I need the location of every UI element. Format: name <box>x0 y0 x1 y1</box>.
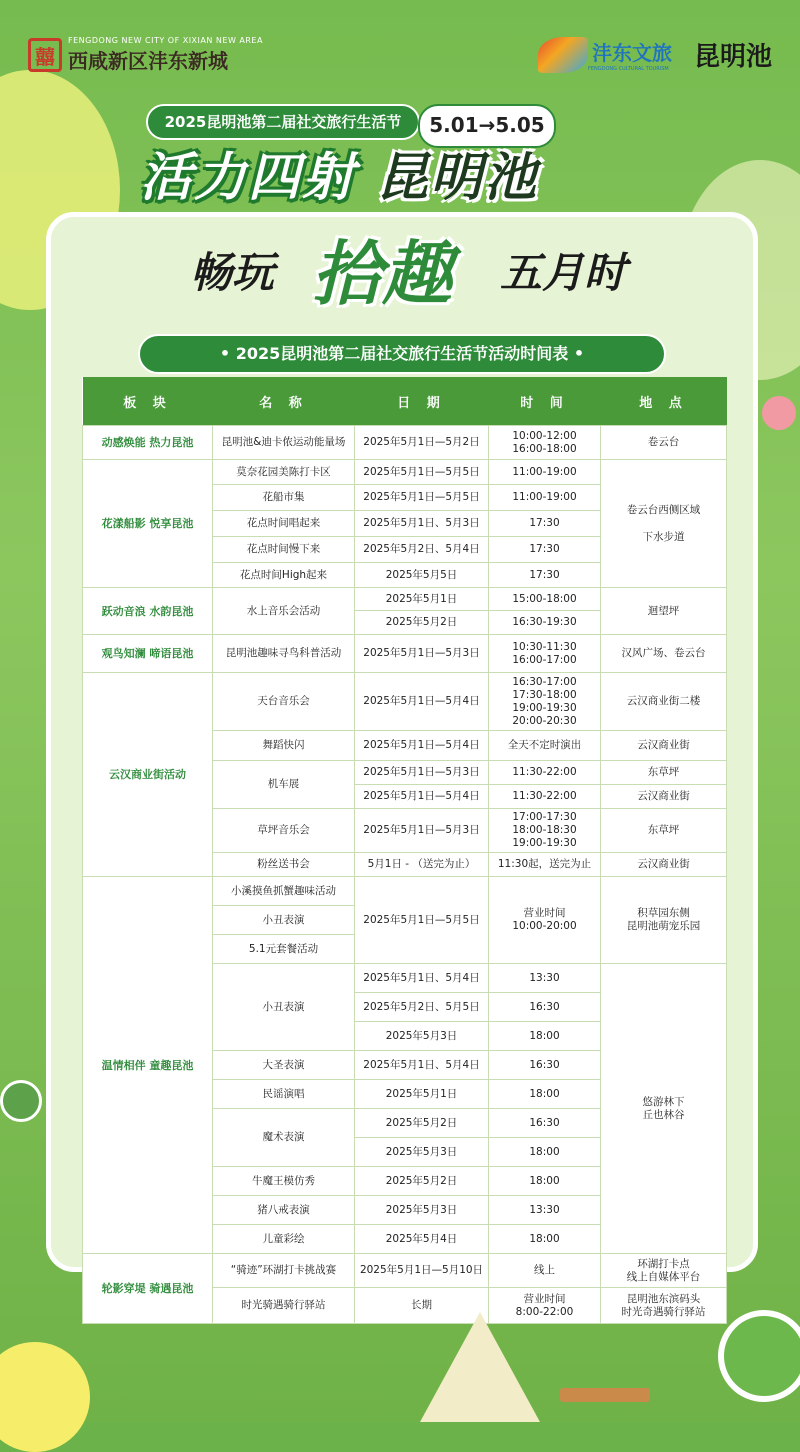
time-cell <box>489 877 601 964</box>
place-line: 卷云台西侧区域 <box>626 503 701 516</box>
time-cell: 17:30 <box>489 511 601 537</box>
time-cell: 15:00-18:00 <box>489 588 601 611</box>
date-cell: 2025年5月2日 <box>355 611 489 635</box>
seal-icon: 囍 <box>28 38 62 72</box>
place-cell <box>601 877 727 964</box>
place-cell <box>601 964 727 1254</box>
time-line: 17:30-18:00 <box>512 688 577 701</box>
col-date: 日 期 <box>355 377 489 426</box>
time-line: 18:00-18:30 <box>512 824 577 836</box>
time-cell: 18:00 <box>489 1080 601 1109</box>
place-cell: 云汉商业街 <box>601 853 727 877</box>
fengdong-swoosh-icon <box>538 37 588 73</box>
date-cell: 2025年5月2日、5月5日 <box>355 993 489 1022</box>
time-cell: 17:30 <box>489 537 601 563</box>
section-cell: 花漾船影 悦享昆池 <box>83 460 213 588</box>
time-cell: 全天不定时演出 <box>489 731 601 761</box>
time-cell <box>489 809 601 853</box>
time-cell: 11:30起，送完为止 <box>489 853 601 877</box>
time-cell: 16:30 <box>489 1109 601 1138</box>
date-cell: 2025年5月3日 <box>355 1196 489 1225</box>
brand-sub: FENGDONG CULTURAL TOURISM <box>587 66 669 72</box>
col-time: 时 间 <box>489 377 601 426</box>
title2-b: 拾趣 <box>312 233 452 315</box>
time-line: 营业时间 <box>523 1292 566 1305</box>
date-pill: 5.01→5.05 <box>418 104 556 148</box>
date-cell: 2025年5月1日—5月5日 <box>355 485 489 511</box>
section-cell: 跃动音浪 水韵昆池 <box>83 588 213 635</box>
place-cell: 东草坪 <box>601 761 727 785</box>
date-cell: 2025年5月1日—5月3日 <box>355 761 489 785</box>
header <box>28 30 772 80</box>
date-cell: 2025年5月1日—5月2日 <box>355 426 489 460</box>
title2-c: 五月时 <box>500 248 627 297</box>
name-cell: 昆明池&迪卡侬运动能量场 <box>213 426 355 460</box>
time-cell <box>489 635 601 673</box>
section-cell: 温情相伴 童趣昆池 <box>83 877 213 1254</box>
time-cell: 11:30-22:00 <box>489 785 601 809</box>
col-name: 名 称 <box>213 377 355 426</box>
table-row <box>83 1254 727 1288</box>
xixian-logo <box>28 36 263 74</box>
name-cell: 水上音乐会活动 <box>213 588 355 635</box>
date-cell: 2025年5月2日 <box>355 1167 489 1196</box>
name-cell: 昆明池趣味寻鸟科普活动 <box>213 635 355 673</box>
time-cell: 18:00 <box>489 1225 601 1254</box>
time-line: 10:00-20:00 <box>512 920 577 932</box>
name-cell: 小溪摸鱼抓蟹趣味活动 <box>213 877 355 906</box>
time-line: 16:30-17:00 <box>512 675 577 688</box>
place-line: 悠游林下 <box>642 1095 685 1108</box>
time-line: 17:00-17:30 <box>512 811 577 823</box>
table-row <box>83 460 727 485</box>
time-cell: 17:30 <box>489 563 601 588</box>
time-cell <box>489 426 601 460</box>
name-cell: 小丑表演 <box>213 964 355 1051</box>
partner-logos <box>538 36 772 73</box>
time-cell: 11:00-19:00 <box>489 485 601 511</box>
name-cell: 魔术表演 <box>213 1109 355 1167</box>
time-line: 8:00-22:00 <box>515 1305 574 1318</box>
date-cell: 2025年5月1日—5月10日 <box>355 1254 489 1288</box>
time-cell: 18:00 <box>489 1167 601 1196</box>
festival-pill: 2025昆明池第二届社交旅行生活节 <box>146 104 420 140</box>
name-cell: 机车展 <box>213 761 355 809</box>
name-cell: 5.1元套餐活动 <box>213 935 355 964</box>
date-cell: 长期 <box>355 1288 489 1324</box>
place-cell: 云汉商业街二楼 <box>601 673 727 731</box>
place-cell: 东草坪 <box>601 809 727 853</box>
table-icon <box>560 1388 650 1402</box>
place-cell: 云汉商业街 <box>601 785 727 809</box>
brand-name: 沣东文旅 <box>591 41 672 65</box>
name-cell: 莫奈花园美陈打卡区 <box>213 460 355 485</box>
place-cell <box>601 1254 727 1288</box>
table-row <box>83 673 727 731</box>
time-cell <box>489 673 601 731</box>
decor-flower-pink-icon <box>762 396 796 430</box>
time-cell: 11:30-22:00 <box>489 761 601 785</box>
time-cell: 16:30-19:30 <box>489 611 601 635</box>
section-cell: 观鸟知澜 啼语昆池 <box>83 635 213 673</box>
name-cell: 花点时间唱起来 <box>213 511 355 537</box>
name-cell: 时光骑遇骑行驿站 <box>213 1288 355 1324</box>
place-line: 下水步道 <box>642 530 685 543</box>
kunmingchi-logo: 昆明池 <box>693 42 772 72</box>
date-cell: 2025年5月1日—5月4日 <box>355 673 489 731</box>
title-b: 昆明池 <box>376 148 539 208</box>
place-line: 环湖打卡点 <box>637 1257 690 1270</box>
time-cell: 13:30 <box>489 1196 601 1225</box>
date-cell: 2025年5月4日 <box>355 1225 489 1254</box>
date-cell: 2025年5月2日 <box>355 1109 489 1138</box>
place-line: 昆明池萌宠乐园 <box>626 920 701 932</box>
bottom-illustration <box>0 1292 800 1422</box>
date-cell: 2025年5月1日—5月5日 <box>355 877 489 964</box>
tent-icon <box>420 1312 540 1422</box>
logo-subtitle: FENGDONG NEW CITY OF XIXIAN NEW AREA <box>68 36 263 45</box>
date-cell: 2025年5月3日 <box>355 1138 489 1167</box>
name-cell: 舞蹈快闪 <box>213 731 355 761</box>
time-cell: 16:30 <box>489 1051 601 1080</box>
name-cell: 民谣演唱 <box>213 1080 355 1109</box>
time-cell: 16:30 <box>489 993 601 1022</box>
name-cell: 花点时间慢下来 <box>213 537 355 563</box>
date-cell: 2025年5月1日、5月3日 <box>355 511 489 537</box>
place-line: 积草园东侧 <box>637 907 690 919</box>
time-cell: 11:00-19:00 <box>489 460 601 485</box>
date-cell: 2025年5月5日 <box>355 563 489 588</box>
place-line: 昆明池东滨码头 <box>626 1292 701 1305</box>
date-cell: 2025年5月1日、5月4日 <box>355 964 489 993</box>
date-cell: 2025年5月1日 <box>355 1080 489 1109</box>
date-cell: 5月1日 - （送完为止） <box>355 853 489 877</box>
decor-flower-yellow-icon <box>0 1342 90 1452</box>
place-line: 线上自媒体平台 <box>626 1270 701 1283</box>
place-line: 时光奇遇骑行驿站 <box>621 1305 706 1318</box>
place-cell: 卷云台 <box>601 426 727 460</box>
section-cell: 云汉商业街活动 <box>83 673 213 877</box>
time-cell: 18:00 <box>489 1022 601 1051</box>
place-cell: 云汉商业街 <box>601 731 727 761</box>
time-cell: 13:30 <box>489 964 601 993</box>
col-place: 地 点 <box>601 377 727 426</box>
decor-flower-green-icon <box>0 1080 42 1122</box>
date-cell: 2025年5月2日、5月4日 <box>355 537 489 563</box>
logo-title: 西咸新区沣东新城 <box>68 49 228 73</box>
time-cell: 线上 <box>489 1254 601 1288</box>
date-cell: 2025年5月1日、5月4日 <box>355 1051 489 1080</box>
time-line: 19:00-19:30 <box>512 701 577 714</box>
name-cell: 天台音乐会 <box>213 673 355 731</box>
table-row <box>83 877 727 906</box>
schedule-table <box>82 377 727 1324</box>
main-title-line1 <box>140 135 538 210</box>
place-cell: 汉风广场、卷云台 <box>601 635 727 673</box>
name-cell: 花船市集 <box>213 485 355 511</box>
title-a: 活力四射 <box>140 148 357 208</box>
date-cell: 2025年5月1日—5月3日 <box>355 635 489 673</box>
date-cell: 2025年5月1日—5月3日 <box>355 809 489 853</box>
section-cell: 轮影穿堤 骑遇昆池 <box>83 1254 213 1324</box>
place-cell <box>601 460 727 588</box>
name-cell: “骑迹”环湖打卡挑战赛 <box>213 1254 355 1288</box>
col-section: 板 块 <box>83 377 213 426</box>
time-cell: 18:00 <box>489 1138 601 1167</box>
table-row <box>83 426 727 460</box>
time-line: 10:00-12:00 <box>512 429 577 442</box>
date-cell: 2025年5月1日—5月4日 <box>355 785 489 809</box>
time-line: 16:00-17:00 <box>512 653 577 666</box>
date-cell: 2025年5月3日 <box>355 1022 489 1051</box>
title2-a: 畅玩 <box>190 248 275 297</box>
date-cell: 2025年5月1日 <box>355 588 489 611</box>
time-line: 16:00-18:00 <box>512 442 577 455</box>
time-line: 20:00-20:30 <box>512 714 577 727</box>
date-cell: 2025年5月1日—5月5日 <box>355 460 489 485</box>
schedule-title: • 2025昆明池第二届社交旅行生活节活动时间表 • <box>138 334 666 374</box>
name-cell: 牛魔王模仿秀 <box>213 1167 355 1196</box>
time-line: 10:30-11:30 <box>512 640 577 653</box>
name-cell: 猪八戒表演 <box>213 1196 355 1225</box>
decor-flower-white-icon <box>718 1310 800 1402</box>
table-row <box>83 635 727 673</box>
name-cell: 草坪音乐会 <box>213 809 355 853</box>
name-cell: 儿童彩绘 <box>213 1225 355 1254</box>
table-header <box>83 377 727 426</box>
name-cell: 大圣表演 <box>213 1051 355 1080</box>
name-cell: 花点时间High起来 <box>213 563 355 588</box>
place-cell: 迴望坪 <box>601 588 727 635</box>
time-line: 营业时间 <box>523 907 566 919</box>
date-cell: 2025年5月1日—5月4日 <box>355 731 489 761</box>
place-line: 丘也林谷 <box>642 1108 685 1121</box>
time-line: 19:00-19:30 <box>512 837 577 849</box>
section-cell: 动感焕能 热力昆池 <box>83 426 213 460</box>
name-cell: 粉丝送书会 <box>213 853 355 877</box>
table-row <box>83 588 727 611</box>
name-cell: 小丑表演 <box>213 906 355 935</box>
